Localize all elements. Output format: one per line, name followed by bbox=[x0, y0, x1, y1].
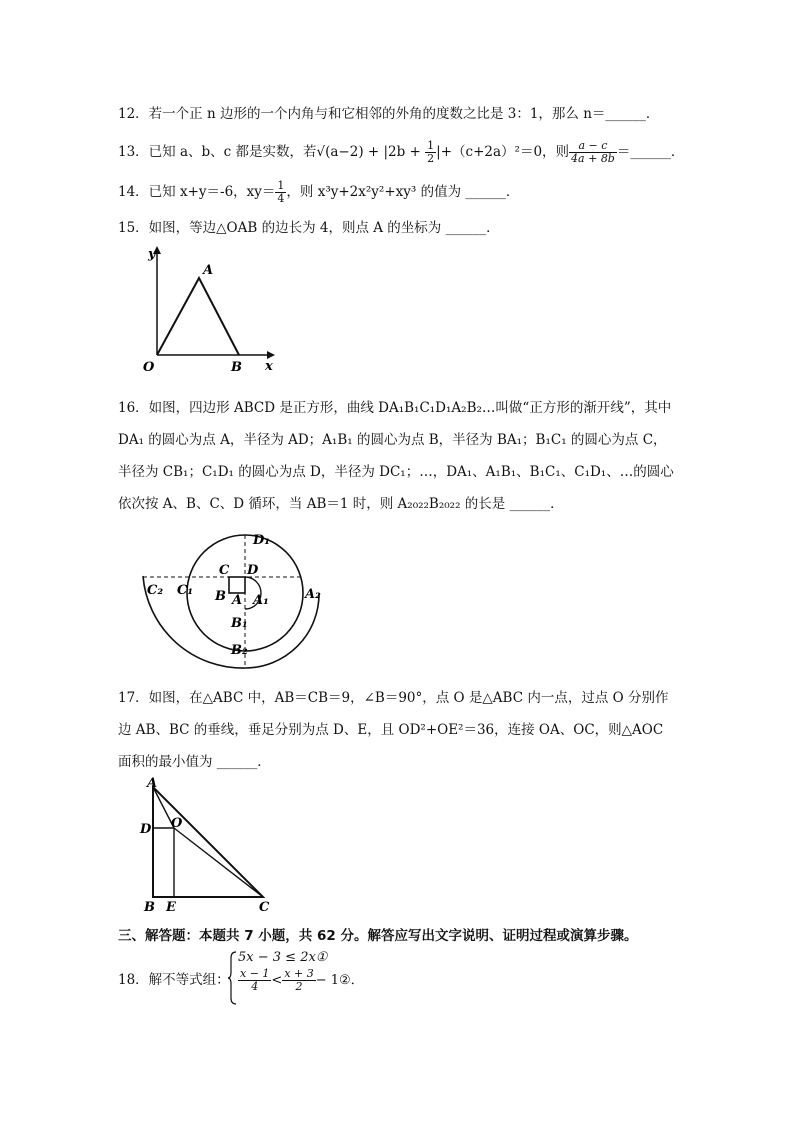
ineq2-tail: − 1②． bbox=[315, 973, 364, 988]
ineq2-right-num: x + 3 bbox=[284, 967, 314, 980]
ineq2-left-frac bbox=[238, 968, 271, 993]
label-a2: A₂ bbox=[305, 587, 321, 602]
label-d1: D₁ bbox=[253, 533, 270, 548]
q13-frac-den: 4a + 8b bbox=[571, 152, 615, 165]
label-o: O bbox=[171, 816, 183, 831]
label-a: A bbox=[232, 593, 243, 608]
inequality-2 bbox=[238, 968, 364, 993]
q13-half-fraction bbox=[425, 140, 436, 165]
label-d: D bbox=[140, 822, 152, 837]
q13-part-b: |+（c+2a）²＝0，则 bbox=[436, 144, 570, 160]
q14-part-a: 14．已知 x+y＝-6，xy＝ bbox=[118, 184, 276, 200]
ineq2-left-den: 4 bbox=[251, 980, 259, 993]
label-x: x bbox=[265, 359, 273, 374]
question-17: 17．如图，在△ABC 中，AB＝CB＝9，∠B＝90°，点 O 是△ABC 内一点，过点 O 分别作边 AB、BC 的垂线，垂足分别为点 D、E，且 OD²+OE²＝36，连接 OA、OC，则△AOC 面积的最小值为 ______． bbox=[118, 690, 669, 770]
label-a: A bbox=[203, 263, 214, 278]
question-16: 16．如图，四边形 ABCD 是正方形，曲线 DA₁B₁C₁D₁A₂B₂…叫做“正方形的渐开线”，其中 DA₁ 的圆心为点 A，半径为 AD；A₁B₁ 的圆心为点 B，半径为 BA₁；B₁C₁ 的圆心为点 C，半径为 CB₁；C₁D₁ 的圆心为点 D，半径为 DC₁；…，DA₁、A₁B₁、B₁C₁、C₁D₁、…的圆心依次按 A、B、C、D 循环，当 AB＝1 时，则 A₂₀₂₂B₂₀₂₂ 的长是 ______． bbox=[118, 400, 674, 512]
figure-15-triangle bbox=[135, 240, 280, 380]
label-d: D bbox=[247, 563, 259, 578]
label-c2: C₂ bbox=[147, 583, 164, 598]
q13-part-a: 13．已知 a、b、c 都是实数，若√(a−2) + |2b + bbox=[118, 144, 426, 160]
segment-oc bbox=[174, 828, 263, 897]
label-e: E bbox=[166, 900, 176, 915]
question-15: 15．如图，等边△OAB 的边长为 4，则点 A 的坐标为 ______． bbox=[118, 220, 500, 236]
q14-frac-num: 1 bbox=[277, 179, 285, 192]
q14-part-b: ，则 x³y+2x²y²+xy³ 的值为 ______． bbox=[286, 184, 520, 200]
square-abcd bbox=[229, 577, 245, 593]
inequality-1: 5x − 3 ≤ 2x① bbox=[238, 950, 328, 965]
label-b2: B₂ bbox=[231, 643, 248, 658]
section-3-heading: 三、解答题：本题共 7 小题，共 62 分。解答应写出文字说明、证明过程或演算步骤。 bbox=[118, 928, 638, 944]
question-14 bbox=[118, 180, 519, 205]
triangle-abc bbox=[153, 787, 263, 897]
label-b: B bbox=[144, 900, 155, 915]
q13-half-num: 1 bbox=[427, 139, 435, 152]
x-axis-arrow bbox=[267, 351, 275, 359]
q13-half-den: 2 bbox=[427, 152, 435, 165]
question-18-label: 18．解不等式组： bbox=[118, 972, 230, 988]
left-brace bbox=[228, 950, 238, 1006]
label-b1: B₁ bbox=[231, 616, 248, 631]
figure-16-involute bbox=[135, 520, 335, 675]
ineq2-mid: < bbox=[271, 973, 283, 988]
q14-frac-den: 4 bbox=[277, 192, 285, 205]
question-12: 12．若一个正 n 边形的一个内角与和它相邻的外角的度数之比是 3：1，那么 n＝______． bbox=[118, 106, 660, 122]
label-b: B bbox=[215, 589, 226, 604]
label-a1: A₁ bbox=[253, 593, 269, 608]
q13-part-c: ＝______． bbox=[616, 144, 685, 160]
label-o: O bbox=[143, 360, 155, 375]
label-a: A bbox=[147, 776, 158, 791]
label-c: C bbox=[219, 563, 230, 578]
figure-17-triangle bbox=[135, 775, 280, 915]
ineq2-right-den: 2 bbox=[295, 980, 303, 993]
question-13 bbox=[118, 140, 684, 165]
ineq2-right-frac bbox=[282, 968, 315, 993]
label-y: y bbox=[148, 247, 156, 262]
ineq2-left-num: x − 1 bbox=[240, 967, 270, 980]
q13-frac-num: a − c bbox=[569, 140, 617, 153]
label-c: C bbox=[259, 900, 270, 915]
label-b: B bbox=[231, 360, 242, 375]
triangle-oab bbox=[157, 278, 239, 355]
label-c1: C₁ bbox=[177, 583, 194, 598]
q13-fraction bbox=[569, 140, 617, 165]
q14-fraction bbox=[275, 180, 286, 205]
